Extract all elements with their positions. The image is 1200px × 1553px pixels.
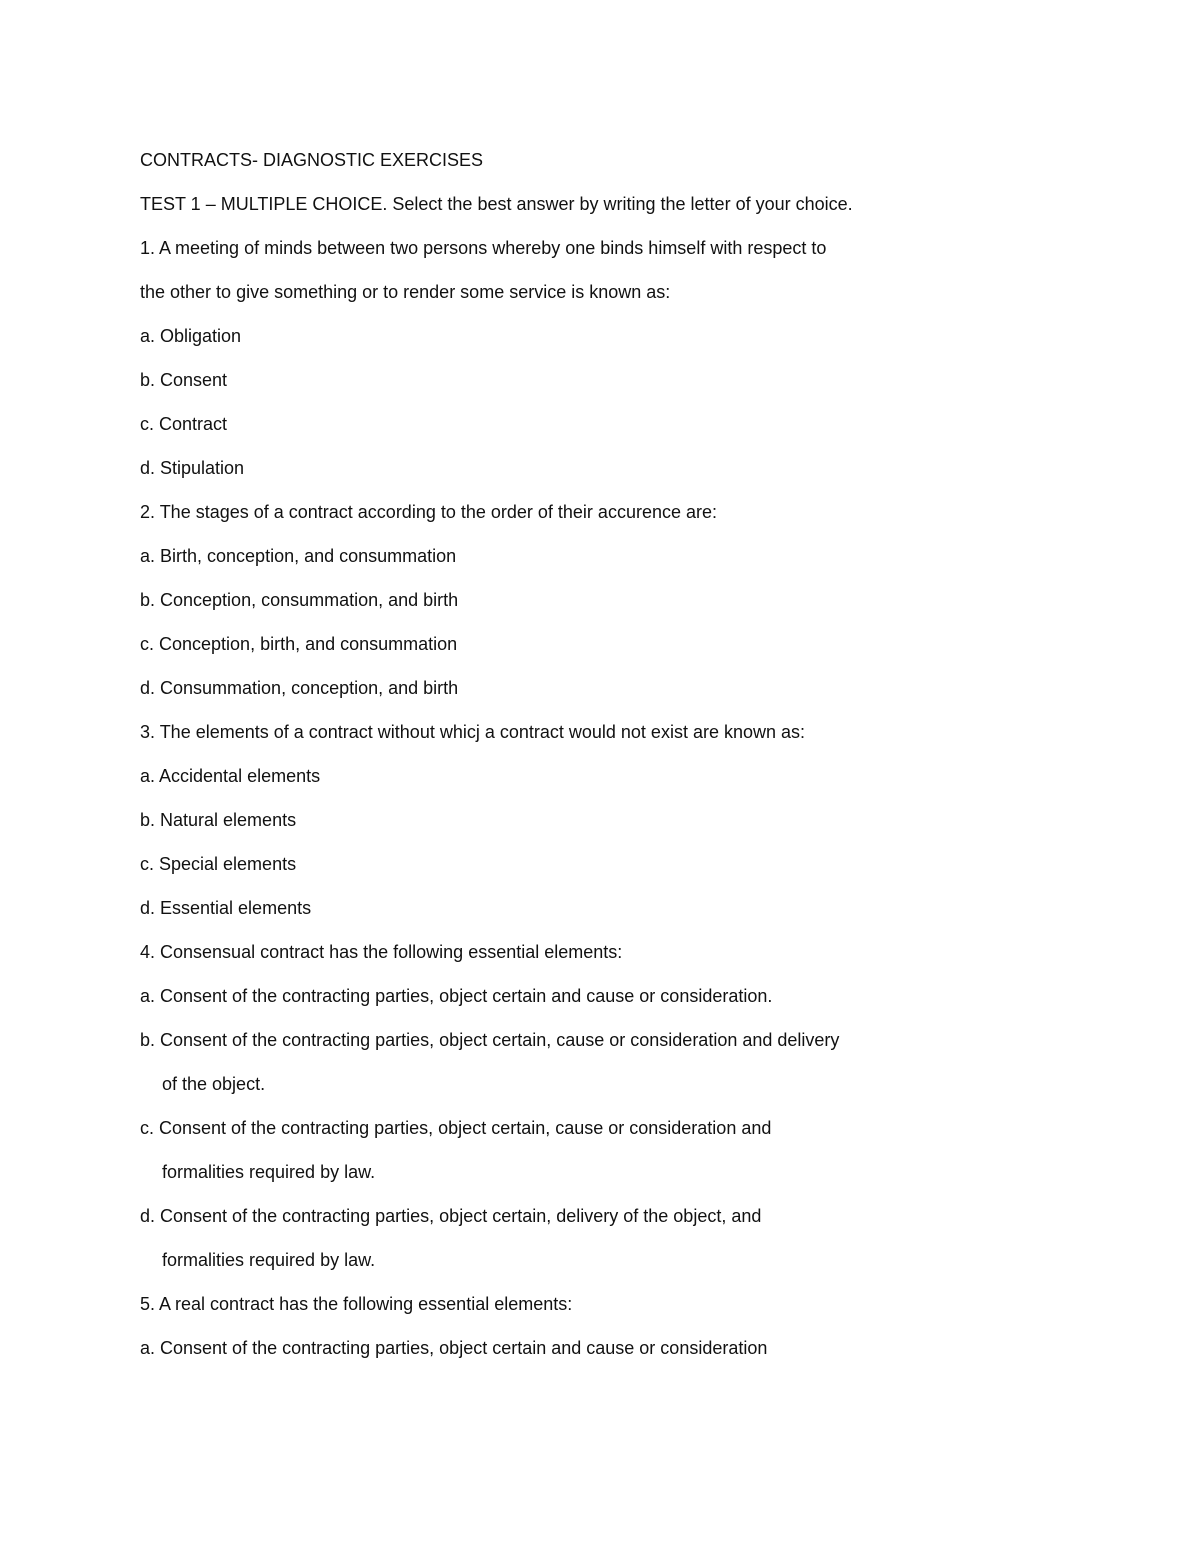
- answer-option-b: b. Consent of the contracting parties, object certain, cause or consideration and delivery: [140, 1030, 840, 1050]
- question-stem-line: 5. A real contract has the following essential elements:: [140, 1294, 573, 1314]
- question-stem-line: 2. The stages of a contract according to the order of their accurence are:: [140, 502, 717, 522]
- question-1: [140, 234, 1060, 498]
- question-4: [140, 938, 1060, 1290]
- document-body: [140, 146, 1060, 1378]
- answer-option-b: b. Consent: [140, 370, 228, 390]
- answer-option-c: c. Contract: [140, 414, 228, 434]
- answer-option-d: d. Stipulation: [140, 458, 245, 478]
- answer-option-d: d. Essential elements: [140, 898, 312, 918]
- answer-option-a: a. Obligation: [140, 326, 242, 346]
- answer-option-d: d. Consent of the contracting parties, object certain, delivery of the object, and: [140, 1206, 762, 1226]
- answer-option-b-continuation: of the object.: [162, 1074, 266, 1094]
- answer-option-d-continuation: formalities required by law.: [162, 1250, 376, 1270]
- answer-option-a: a. Accidental elements: [140, 766, 321, 786]
- document-title: CONTRACTS- DIAGNOSTIC EXERCISES: [140, 150, 484, 170]
- answer-option-a: a. Birth, conception, and consummation: [140, 546, 457, 566]
- answer-option-b: b. Conception, consummation, and birth: [140, 590, 459, 610]
- question-2: [140, 498, 1060, 718]
- question-stem-line: 1. A meeting of minds between two persons whereby one binds himself with respect to: [140, 238, 827, 258]
- answer-option-a: a. Consent of the contracting parties, object certain and cause or consideration.: [140, 986, 773, 1006]
- answer-option-d: d. Consummation, conception, and birth: [140, 678, 459, 698]
- answer-option-b: b. Natural elements: [140, 810, 297, 830]
- question-stem-line: the other to give something or to render some service is known as:: [140, 282, 671, 302]
- question-stem-line: 3. The elements of a contract without whicj a contract would not exist are known as:: [140, 722, 806, 742]
- question-5: [140, 1290, 1060, 1378]
- answer-option-c: c. Consent of the contracting parties, object certain, cause or consideration and: [140, 1118, 772, 1138]
- answer-option-c: c. Conception, birth, and consummation: [140, 634, 458, 654]
- question-3: [140, 718, 1060, 938]
- answer-option-c: c. Special elements: [140, 854, 297, 874]
- question-stem-line: 4. Consensual contract has the following essential elements:: [140, 942, 623, 962]
- answer-option-a: a. Consent of the contracting parties, object certain and cause or consideration: [140, 1338, 768, 1358]
- test-instructions: TEST 1 – MULTIPLE CHOICE. Select the best answer by writing the letter of your choice.: [140, 194, 853, 214]
- answer-option-c-continuation: formalities required by law.: [162, 1162, 376, 1182]
